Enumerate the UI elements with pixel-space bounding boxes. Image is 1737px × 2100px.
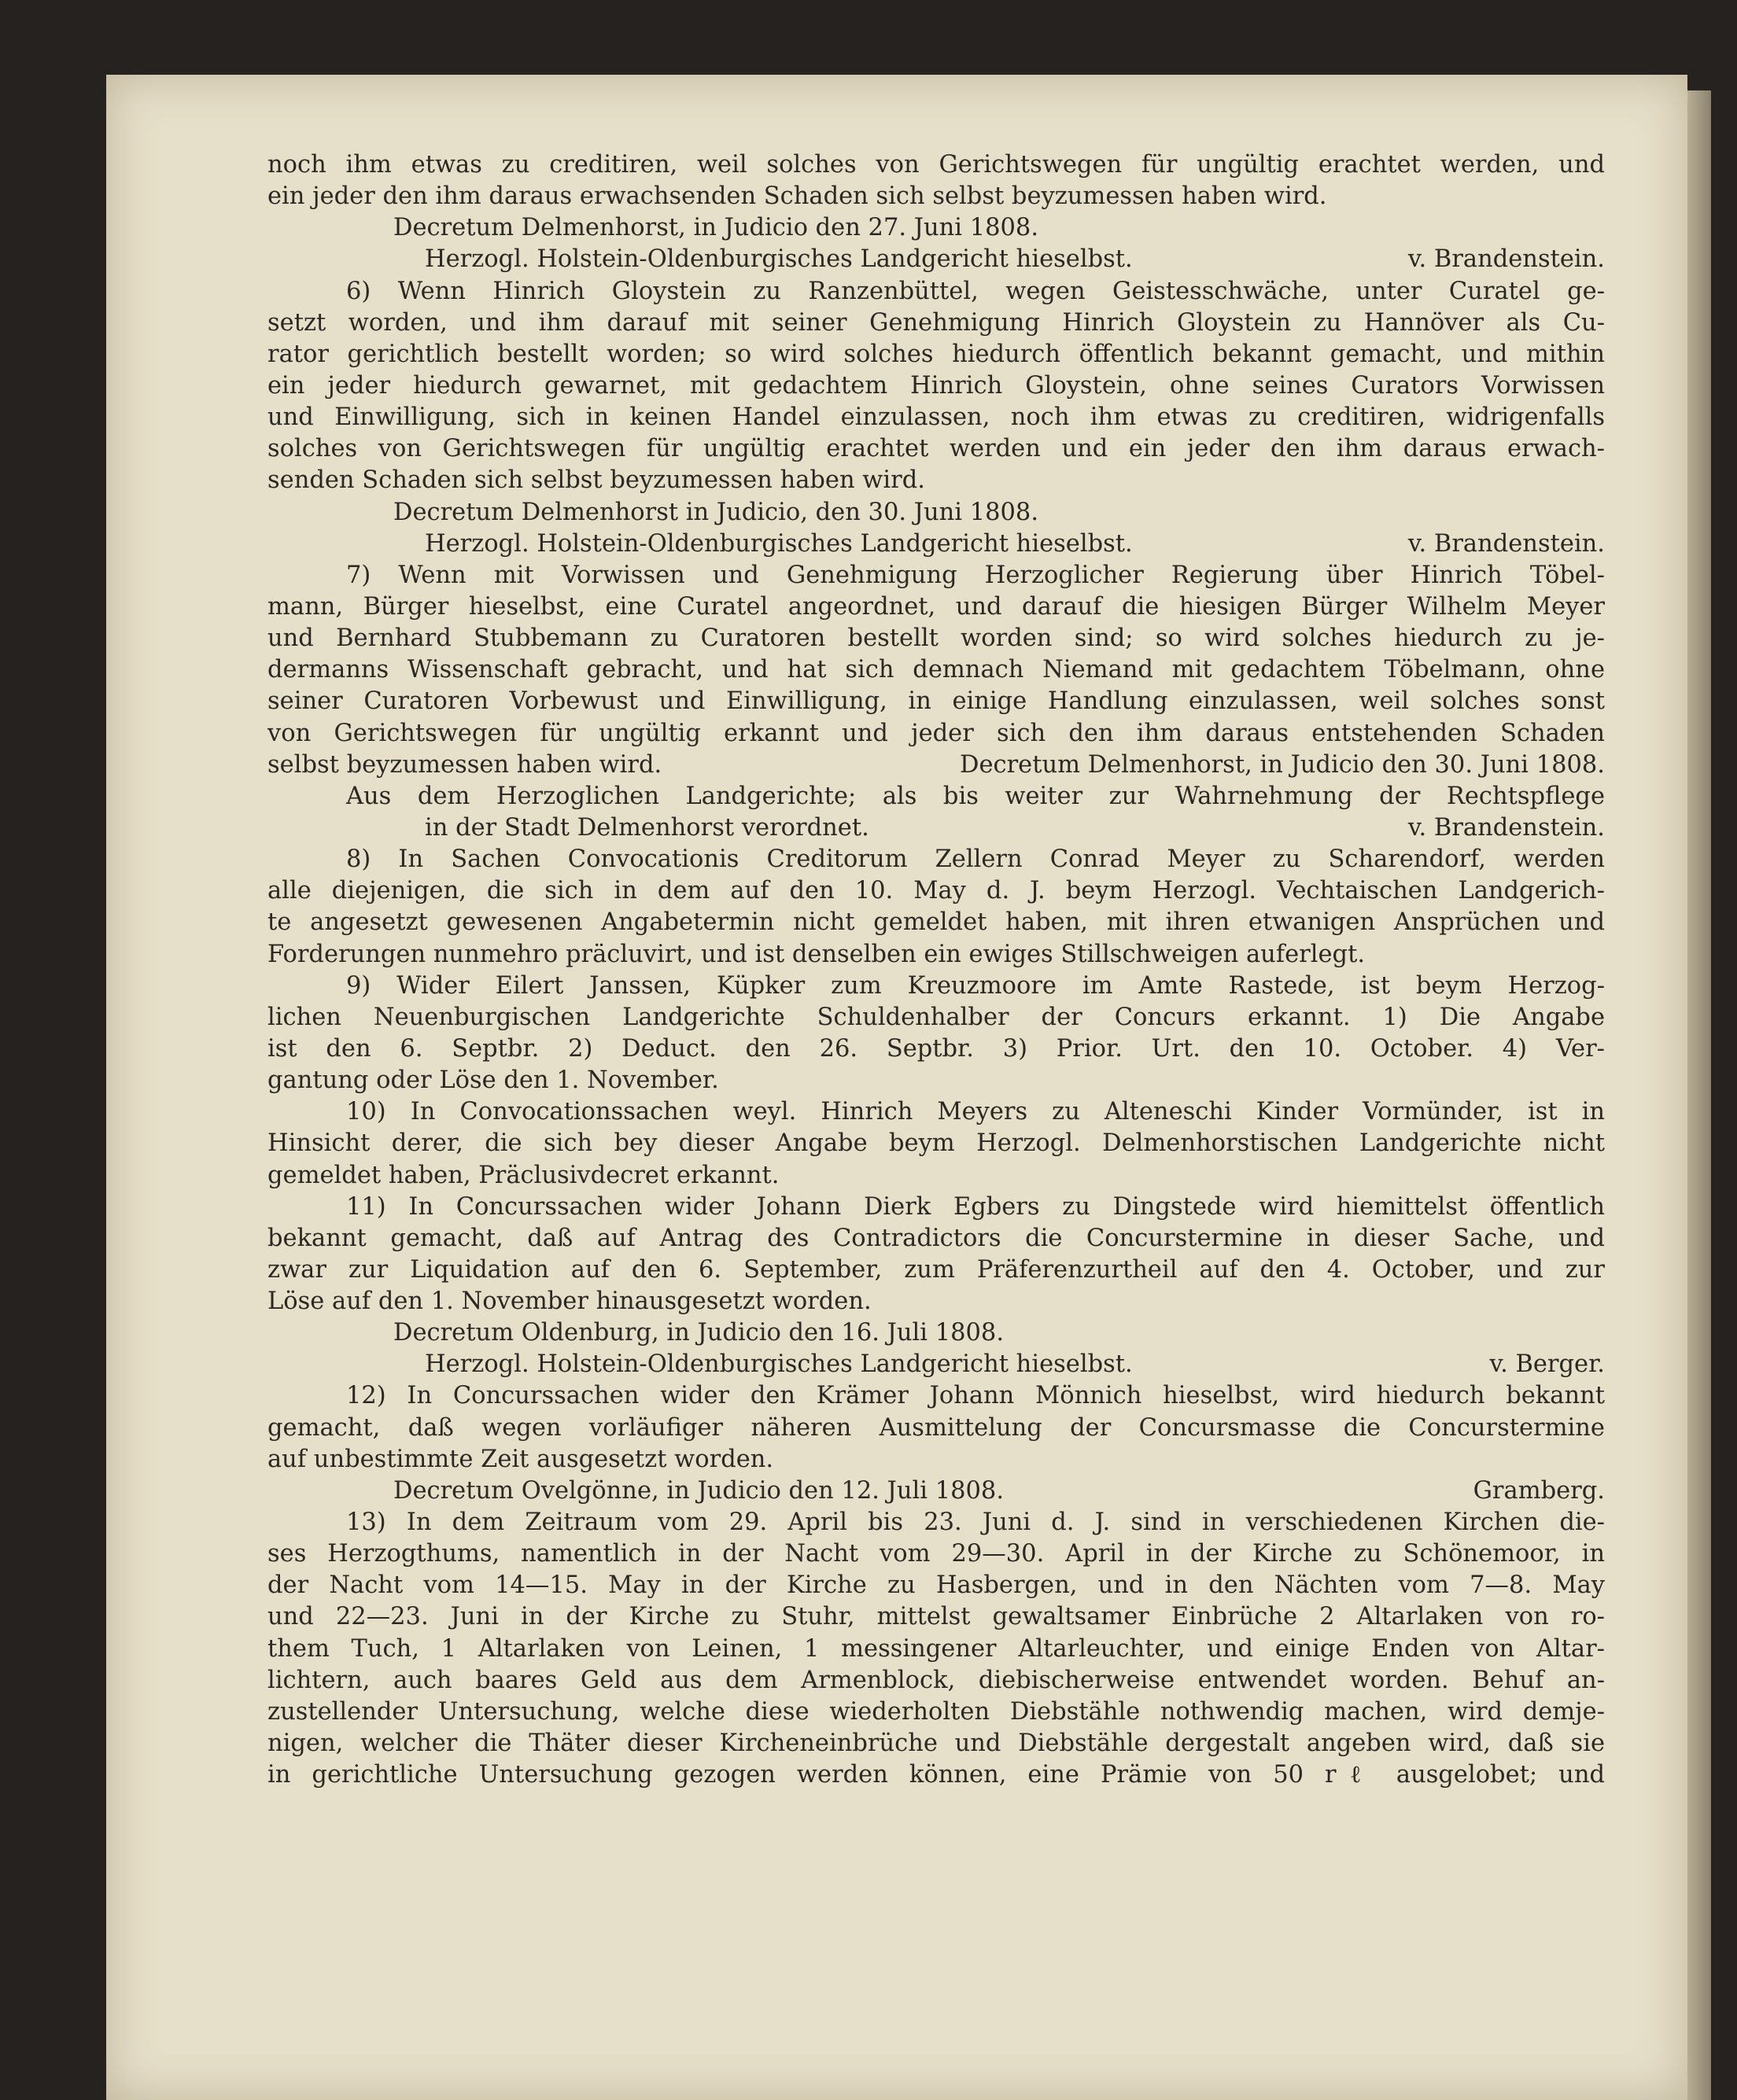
text-line: ein jeder hiedurch gewarnet, mit gedachtem Hinrich Gloystein, ohne seines Curators Vorwissen xyxy=(267,371,1605,400)
text-line: lichen Neuenburgischen Landgerichte Schuldenhalber der Concurs erkannt. 1) Die Angabe xyxy=(267,1003,1605,1031)
text-line: ses Herzogthums, namentlich in der Nacht vom 29—30. April in der Kirche zu Schönemoor, in xyxy=(267,1540,1605,1568)
text-line: te angesetzt gewesenen Angabetermin nicht gemeldet haben, mit ihren etwanigen Ansprüchen und xyxy=(267,908,1605,937)
text-line: in gerichtliche Untersuchung gezogen werden können, eine Prämie von 50 rℓ ausgelobet; und xyxy=(267,1761,1605,1789)
text-line: auf unbestimmte Zeit ausgesetzt worden. xyxy=(267,1445,774,1473)
text-line xyxy=(267,750,1605,781)
judge-name: v. Berger. xyxy=(1489,1350,1605,1379)
decree-line: Decretum Oldenburg, in Judicio den 16. Juli 1808. xyxy=(393,1319,1005,1347)
text-line: seiner Curatoren Vorbewust und Einwilligung, in einige Handlung einzulassen, weil solches sonst xyxy=(267,687,1605,716)
text-line: und 22—23. Juni in der Kirche zu Stuhr, mittelst gewaltsamer Einbrüche 2 Altarlaken von ro- xyxy=(267,1603,1605,1631)
court-name: in der Stadt Delmenhorst verordnet. xyxy=(425,813,869,842)
judge-name: Gramberg. xyxy=(1473,1476,1605,1505)
text-line: noch ihm etwas zu creditiren, weil solches von Gerichtswegen für ungültig erachtet werden, und xyxy=(267,151,1605,179)
text-line: und Bernhard Stubbemann zu Curatoren bestellt worden sind; so wird solches hiedurch zu je- xyxy=(267,624,1605,653)
text-line: und Einwilligung, sich in keinen Handel einzulassen, noch ihm etwas zu creditiren, widrigenfalls xyxy=(267,403,1605,432)
text-line: 11) In Concurssachen wider Johann Dierk Egbers zu Dingstede wird hiemittelst öffentlich xyxy=(346,1192,1605,1221)
text-line: 8) In Sachen Convocationis Creditorum Zellern Conrad Meyer zu Scharendorf, werden xyxy=(346,846,1605,874)
text-line: der Nacht vom 14—15. May in der Kirche zu Hasbergen, und in den Nächten vom 7—8. May xyxy=(267,1571,1605,1600)
text-line: 12) In Concurssachen wider den Krämer Johann Mönnich hieselbst, wird hiedurch bekannt xyxy=(346,1382,1605,1410)
text-line: Löse auf den 1. November hinausgesetzt worden. xyxy=(267,1288,872,1316)
text-line: 6) Wenn Hinrich Gloystein zu Ranzenbüttel, wegen Geistesschwäche, unter Curatel ge- xyxy=(346,277,1605,305)
text-line: gemeldet haben, Präclusivdecret erkannt. xyxy=(267,1161,780,1189)
page-edge xyxy=(1687,90,1711,2100)
decree-line: Decretum Ovelgönne, in Judicio den 12. Juli 1808. xyxy=(393,1476,1005,1505)
decree-line: Decretum Delmenhorst, in Judicio den 30. Juni 1808. xyxy=(959,750,1605,779)
text-line: ein jeder den ihm daraus erwachsenden Schaden sich selbst beyzumessen haben wird. xyxy=(267,182,1327,211)
decree-line: Decretum Delmenhorst, in Judicio den 27. Juni 1808. xyxy=(393,214,1039,242)
text-line: senden Schaden sich selbst beyzumessen haben wird. xyxy=(267,466,925,495)
text-line: 7) Wenn mit Vorwissen und Genehmigung Herzoglicher Regierung über Hinrich Töbel- xyxy=(346,561,1605,589)
signature-line xyxy=(267,244,1605,275)
text-line: dermanns Wissenschaft gebracht, und hat sich demnach Niemand mit gedachtem Töbelmann, ohne xyxy=(267,656,1605,684)
text-line: bekannt gemacht, daß auf Antrag des Contradictors die Concurstermine in dieser Sache, und xyxy=(267,1224,1605,1252)
text-line: Aus dem Herzoglichen Landgerichte; als bis weiter zur Wahrnehmung der Rechtspflege xyxy=(346,782,1605,810)
signature-line xyxy=(267,1349,1605,1380)
court-name: Herzogl. Holstein-Oldenburgisches Landgericht hieselbst. xyxy=(425,1350,1133,1379)
text-line: 10) In Convocationssachen weyl. Hinrich Meyers zu Alteneschi Kinder Vormünder, ist in xyxy=(346,1098,1605,1126)
text-line: Forderungen nunmehro präcluvirt, und ist denselben ein ewiges Stillschweigen auferlegt. xyxy=(267,940,1366,968)
text-line: zustellender Untersuchung, welche diese wiederholten Diebstähle nothwendig machen, wird demje- xyxy=(267,1697,1605,1726)
text-line: ist den 6. Septbr. 2) Deduct. den 26. Septbr. 3) Prior. Urt. den 10. October. 4) Ver- xyxy=(267,1034,1605,1063)
signature-line xyxy=(267,529,1605,560)
text-line: lichtern, auch baares Geld aus dem Armenblock, diebischerweise entwendet worden. Behuf an- xyxy=(267,1666,1605,1694)
text-line: zwar zur Liquidation auf den 6. September, zum Präferenzurtheil auf den 4. October, und zur xyxy=(267,1255,1605,1284)
judge-name: v. Brandenstein. xyxy=(1407,529,1605,558)
court-name: Herzogl. Holstein-Oldenburgisches Landgericht hieselbst. xyxy=(425,529,1133,558)
text-line: them Tuch, 1 Altarlaken von Leinen, 1 messingener Altarleuchter, und einige Enden von Altar- xyxy=(267,1634,1605,1663)
text-line: mann, Bürger hieselbst, eine Curatel angeordnet, und darauf die hiesigen Bürger Wilhelm Meyer xyxy=(267,592,1605,621)
text-line: von Gerichtswegen für ungültig erkannt und jeder sich den ihm daraus entstehenden Schaden xyxy=(267,719,1605,747)
text-line: rator gerichtlich bestellt worden; so wird solches hiedurch öffentlich bekannt gemacht, und mithin xyxy=(267,340,1605,368)
judge-name: v. Brandenstein. xyxy=(1407,813,1605,842)
text-line: nigen, welcher die Thäter dieser Kircheneinbrüche und Diebstähle dergestalt angeben wird, daß sie xyxy=(267,1730,1605,1758)
signature-line xyxy=(267,812,1605,844)
text-line: Hinsicht derer, die sich bey dieser Angabe beym Herzogl. Delmenhorstischen Landgerichte nicht xyxy=(267,1129,1605,1158)
text-line: gantung oder Löse den 1. November. xyxy=(267,1067,719,1095)
decree-line: Decretum Delmenhorst in Judicio, den 30. Juni 1808. xyxy=(393,498,1039,526)
text-line: 13) In dem Zeitraum vom 29. April bis 23. Juni d. J. sind in verschiedenen Kirchen die- xyxy=(346,1509,1605,1537)
text-line: gemacht, daß wegen vorläufiger näheren Ausmittelung der Concursmasse die Concurstermine xyxy=(267,1413,1605,1442)
text-fragment: selbst beyzumessen haben wird. xyxy=(267,750,662,779)
signature-line xyxy=(267,1476,1605,1507)
court-name: Herzogl. Holstein-Oldenburgisches Landgericht hieselbst. xyxy=(425,245,1133,274)
text-line: solches von Gerichtswegen für ungültig erachtet werden und ein jeder den ihm daraus erwach- xyxy=(267,435,1605,463)
text-line: alle diejenigen, die sich in dem auf den 10. May d. J. beym Herzogl. Vechtaischen Landgerich- xyxy=(267,877,1605,905)
judge-name: v. Brandenstein. xyxy=(1407,245,1605,274)
text-line: setzt worden, und ihm darauf mit seiner Genehmigung Hinrich Gloystein zu Hannöver als Cu- xyxy=(267,308,1605,337)
document-text xyxy=(267,149,1605,1791)
text-line: 9) Wider Eilert Janssen, Küpker zum Kreuzmoore im Amte Rastede, ist beym Herzog- xyxy=(346,971,1605,1000)
